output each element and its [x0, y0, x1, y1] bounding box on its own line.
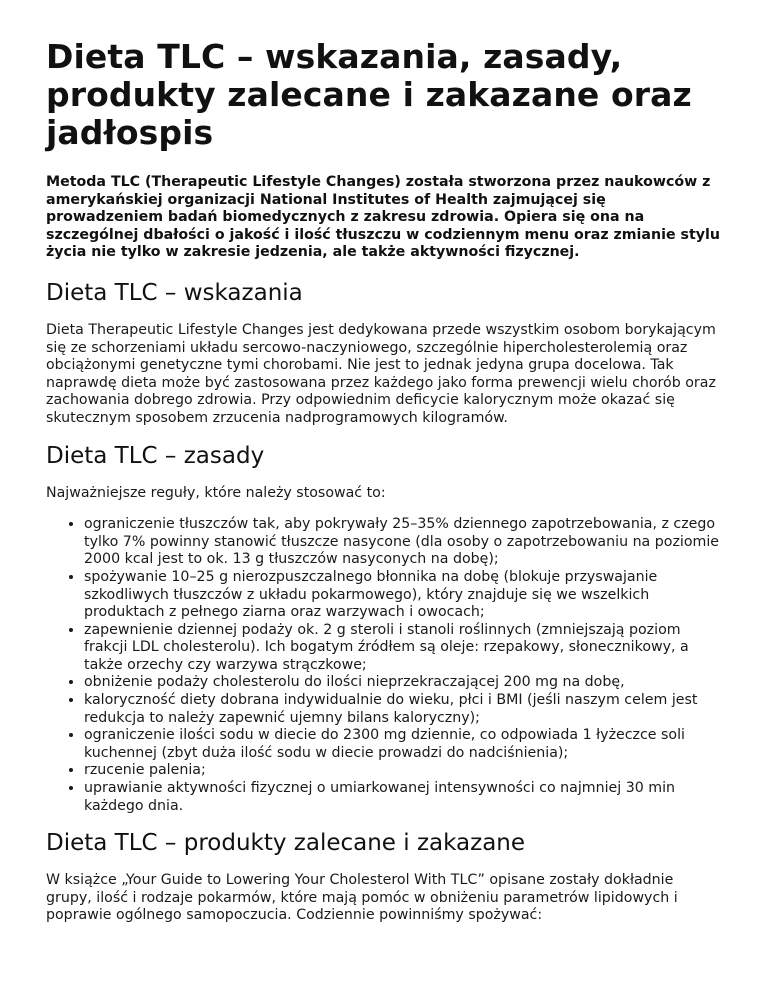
- section-heading: Dieta TLC – produkty zalecane i zakazane: [46, 830, 526, 857]
- list-item: • ograniczenie ilości sodu w diecie do 2300 mg dziennie, co odpowiada 1 łyżeczce soli kuchennej (zbyt duża ilość sodu w diecie prowadzi do nadciśnienia);: [84, 727, 722, 762]
- section-produkty: [46, 829, 722, 925]
- section-paragraph: Dieta Therapeutic Lifestyle Changes jest dedykowana przede wszystkim osobom borykającym się ze schorzeniami układu sercowo-naczyniowego, szczególnie hipercholesterolemią oraz obciążonymi genetyczne tymi chorobami. Nie jest to jednak jedyna grupa docelowa. Tak naprawdę dieta może być zastosowana przez każdego jako forma prewencji wielu chorób oraz zachowania dobrego zdrowia. Przy odpowiednim deficycie kalorycznym może okazać się skutecznym sposobem zrzucenia nadprogramowych kilogramów.: [46, 321, 716, 426]
- list-item: • rzucenie palenia;: [84, 762, 722, 780]
- list-item: • obniżenie podaży cholesterolu do ilości nieprzekraczającej 200 mg na dobę,: [84, 674, 722, 692]
- section-intro: Najważniejsze reguły, które należy stosować to:: [46, 484, 386, 501]
- rules-list: [46, 516, 722, 815]
- list-item: • ograniczenie tłuszczów tak, aby pokrywały 25–35% dziennego zapotrzebowania, z czego tylko 7% powinny stanowić tłuszcze nasycone (dla osoby o zapotrzebowaniu na poziomie 2000 kcal jest to ok. 13 g tłuszczów nasyconych na dobę);: [84, 516, 722, 569]
- section-paragraph: W książce „Your Guide to Lowering Your Cholesterol With TLC” opisane zostały dokładnie grupy, ilość i rodzaje pokarmów, które mają pomóc w obniżeniu parametrów lipidowych i poprawie ogólnego samopoczucia. Codziennie powinniśmy spożywać:: [46, 872, 678, 924]
- section-heading: Dieta TLC – zasady: [46, 442, 265, 469]
- list-item: • uprawianie aktywności fizycznej o umiarkowanej intensywności co najmniej 30 min każdego dnia.: [84, 780, 722, 815]
- list-item: • spożywanie 10–25 g nierozpuszczalnego błonnika na dobę (blokuje przyswajanie szkodliwych tłuszczów z układu pokarmowego), który znajduje się we wszelkich produktach z pełnego ziarna oraz warzywach i owocach;: [84, 569, 722, 622]
- article-lead: Metoda TLC (Therapeutic Lifestyle Changes) została stworzona przez naukowców z amerykańskiej organizacji National Institutes of Health zajmującej się prowadzeniem badań biomedycznych z zakresu zdrowia. Opiera się ona na szczególnej dbałości o jakość i ilość tłuszczu w codziennym menu oraz zmianie stylu życia nie tylko w zakresie jedzenia, ale także aktywności fizycznej.: [46, 174, 720, 261]
- article-title: Dieta TLC – wskazania, zasady, produkty zalecane i zakazane oraz jadłospis: [46, 37, 692, 152]
- section-heading: Dieta TLC – wskazania: [46, 279, 303, 306]
- list-item: • kaloryczność diety dobrana indywidualnie do wieku, płci i BMI (jeśli naszym celem jest redukcja to należy zapewnić ujemny bilans kaloryczny);: [84, 692, 722, 727]
- list-item: • zapewnienie dziennej podaży ok. 2 g steroli i stanoli roślinnych (zmniejszają poziom frakcji LDL cholesterolu). Ich bogatym źródłem są oleje: rzepakowy, słonecznikowy, a także orzechy czy warzywa strączkowe;: [84, 622, 722, 675]
- section-zasady: [46, 442, 722, 816]
- section-wskazania: [46, 279, 722, 428]
